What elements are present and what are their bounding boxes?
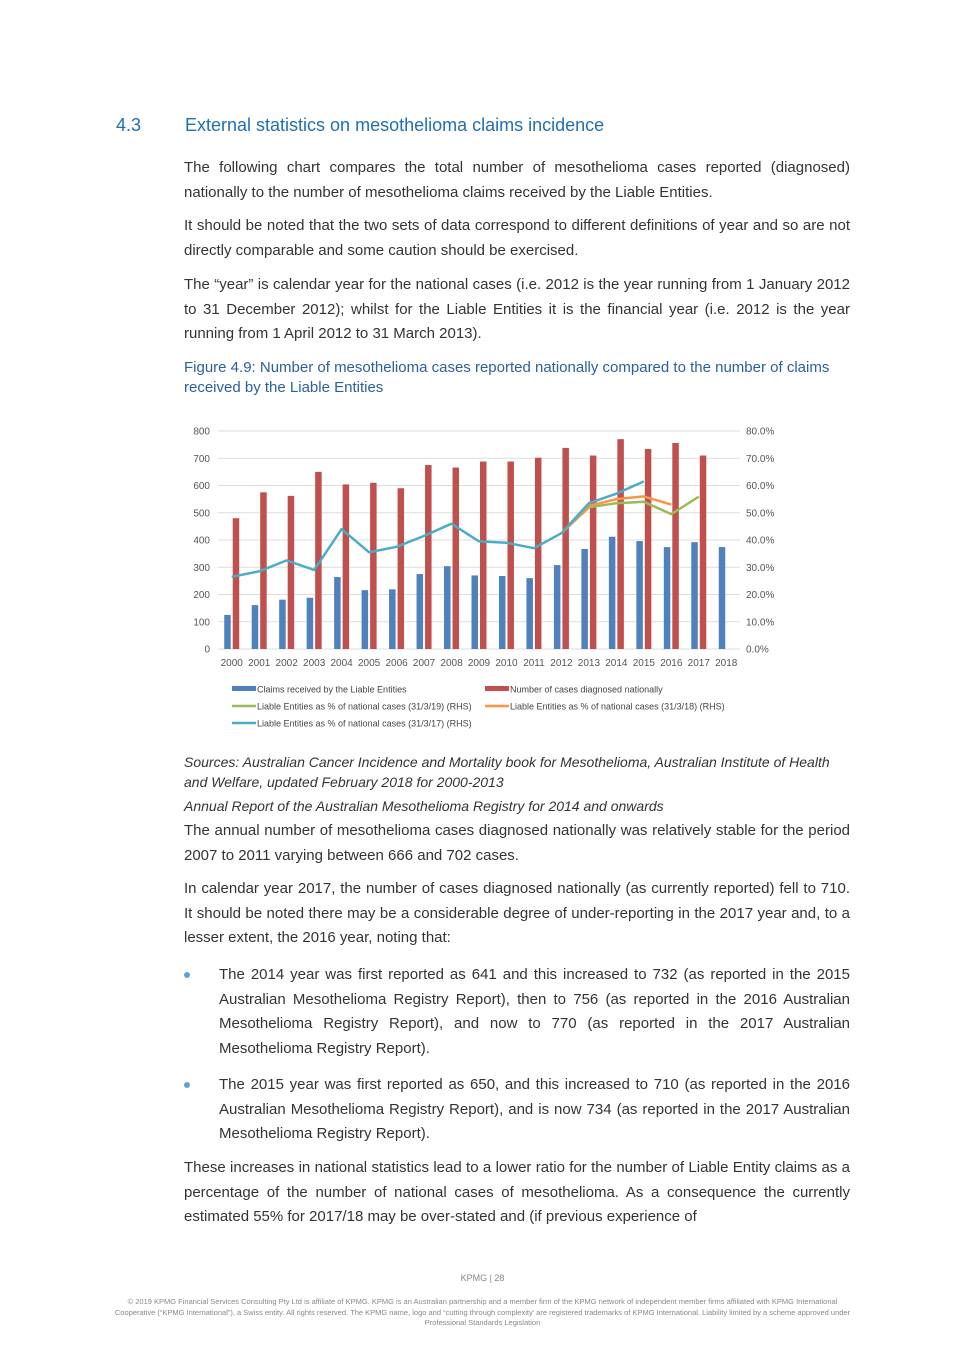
x-tick-label: 2000 [220,658,243,669]
sources-line-1: Sources: Australian Cancer Incidence and Mortality book for Mesothelioma, Australian Institute of Health and Welfare, updated February 2018 for 2000-2013 [184,754,830,790]
page-number: KPMG | 28 [460,1273,505,1283]
national-cases-bar [425,465,432,649]
national-cases-bar [590,456,597,649]
stable-text: The annual number of mesothelioma cases diagnosed nationally was relatively stable for the period 2007 to 2011 varying between 666 and 702 cases. [184,822,850,864]
chart [184,418,784,738]
national-cases-bar [645,449,652,649]
claims-bar [417,574,424,649]
x-tick-label: 2009 [467,658,491,669]
bullet-text: The 2014 year was first reported as 641 and this increased to 732 (as reported in the 2015 Australian Mesothelioma Registry Report), then to 756 (as reported in the 2016 Australian Mesothelioma Registry Report), and now to 770 (as reported in the 2017 Australian Mesothelioma Registry Report). [219,966,850,1057]
claims-bar [334,577,341,649]
x-tick-label: 2012 [550,658,573,669]
national-cases-bar [233,518,240,649]
claims-bar [444,566,451,649]
y2-tick-label: 20.0% [746,590,775,601]
y-tick-label: 600 [193,481,210,492]
y-tick-label: 0 [204,644,210,656]
sources-line-2: Annual Report of the Australian Mesothelioma Registry for 2014 and onwards [184,798,664,814]
national-cases-bar [672,443,679,649]
y2-tick-label: 30.0% [746,562,775,574]
x-tick-label: 2017 [687,658,710,669]
y2-tick-label: 0.0% [746,644,769,656]
legend-national-cases-swatch [485,686,509,691]
x-tick-label: 2018 [715,658,738,669]
national-cases-bar [617,439,624,649]
claims-bar [719,547,726,649]
year-2017-text: In calendar year 2017, the number of cases diagnosed nationally (as currently reported) fell to 710. It should be noted there may be a considerable degree of under-reporting in the 2017 year and, to a lesser extent, the 2016 year, noting that: [184,880,850,946]
x-tick-label: 2011 [523,658,545,669]
y2-tick-label: 10.0% [746,617,775,629]
sources-note [184,752,850,816]
legend-pct-31-3-17-label: Liable Entities as % of national cases (31/3/17) (RHS) [257,718,472,729]
bullet-list [184,963,850,1159]
national-cases-bar [480,462,487,649]
claims-bar [526,578,533,649]
section-title: External statistics on mesothelioma claims incidence [185,115,605,135]
chart-svg [184,418,784,738]
national-cases-bar [562,448,569,649]
intro-text: The following chart compares the total number of mesothelioma cases reported (diagnosed) nationally to the number of mesothelioma claims received by the Liable Entities. [184,159,850,201]
x-tick-label: 2005 [357,658,381,669]
bullet-icon [184,972,190,978]
national-cases-bar [398,488,405,649]
year-2017-paragraph [184,877,850,951]
year-definition-text: The “year” is calendar year for the national cases (i.e. 2012 is the year running from 1 January 2012 to 31 December 2012); whilst for the Liable Entities it is the financial year (i.e. 2012 is the year running from 1 April 2012 to 31 March 2013). [184,276,850,342]
y-tick-label: 100 [193,617,210,629]
national-cases-bar [288,496,295,649]
claims-bar [389,589,396,649]
x-tick-label: 2015 [632,658,655,669]
x-tick-label: 2010 [495,658,518,669]
caution-text: It should be noted that the two sets of data correspond to different definitions of year and so are not directly comparable and some caution should be exercised. [184,217,850,259]
claims-bar [279,600,286,649]
x-tick-label: 2001 [248,658,271,669]
y-tick-label: 400 [193,535,210,547]
national-cases-bar [370,483,377,649]
bullet-icon [184,1082,190,1088]
x-tick-label: 2006 [385,658,408,669]
legal-footer: © 2019 KPMG Financial Services Consulting Pty Ltd is affiliate of KPMG. KPMG is an Australian partnership and a member firm of the KPMG network of independent member firms affiliated with KPMG International Cooperative (“KPMG International”), a Swiss entity. All rights reserved. The KPMG name, logo and “cutting through complexity’ are registered trademarks of KPMG International. Liability limited by a scheme approved under Professional Standards Legislation [114,1297,851,1327]
national-cases-bar [535,458,542,649]
y2-tick-label: 40.0% [746,535,775,547]
x-tick-label: 2004 [330,658,353,669]
year-definition-paragraph [184,273,850,347]
conclusion-text: These increases in national statistics lead to a lower ratio for the number of Liable Entity claims as a percentage of the number of national cases of mesothelioma. As a consequence the currently estimated 55% for 2017/18 may be over-stated and (if previous experience of [184,1159,850,1225]
legend-claims-swatch [232,686,256,691]
stable-paragraph [184,819,850,868]
claims-bar [362,590,369,649]
claims-bar [636,541,643,649]
y-tick-label: 300 [193,562,210,574]
intro-paragraph [184,156,850,205]
y-tick-label: 200 [193,590,210,601]
x-tick-label: 2008 [440,658,463,669]
conclusion-paragraph [184,1156,850,1230]
caution-paragraph [184,214,850,263]
claims-bar [472,575,479,649]
figure-caption: Figure 4.9: Number of mesothelioma cases reported nationally compared to the number of claims received by the Liable Entities [184,359,830,396]
y-tick-label: 500 [193,508,210,520]
bullet-text: The 2015 year was first reported as 650, and this increased to 710 (as reported in the 2016 Australian Mesothelioma Registry Report), and is now 734 (as reported in the 2017 Australian Mesothelioma Registry Report). [219,1076,850,1142]
national-cases-bar [700,456,707,649]
claims-bar [554,565,561,649]
claims-bar [664,547,671,649]
claims-bar [691,542,698,649]
y-tick-label: 700 [193,453,210,465]
claims-bar [224,615,231,649]
y-tick-label: 800 [193,426,210,438]
claims-bar [609,537,616,649]
list-item [184,1073,850,1147]
claims-bar [499,576,506,649]
y2-tick-label: 70.0% [746,453,775,465]
list-item [184,963,850,1061]
legend-claims-label: Claims received by the Liable Entities [257,684,407,695]
x-tick-label: 2013 [577,658,601,669]
national-cases-bar [507,462,514,649]
claims-bar [581,549,588,649]
x-tick-label: 2003 [303,658,326,669]
y2-tick-label: 60.0% [746,481,775,492]
legend-national-cases-label: Number of cases diagnosed nationally [510,684,663,695]
national-cases-bar [453,468,460,649]
y2-tick-label: 50.0% [746,508,775,520]
legend-pct-31-3-19-label: Liable Entities as % of national cases (31/3/19) (RHS) [257,701,472,712]
national-cases-bar [343,484,350,649]
y2-tick-label: 80.0% [746,426,775,438]
x-tick-label: 2016 [660,658,683,669]
claims-bar [252,605,258,649]
section-number: 4.3 [116,115,142,135]
claims-bar [307,598,314,649]
legend-pct-31-3-18-label: Liable Entities as % of national cases (31/3/18) (RHS) [510,701,725,712]
x-tick-label: 2007 [412,658,436,669]
x-tick-label: 2002 [275,658,298,669]
x-tick-label: 2014 [605,658,628,669]
